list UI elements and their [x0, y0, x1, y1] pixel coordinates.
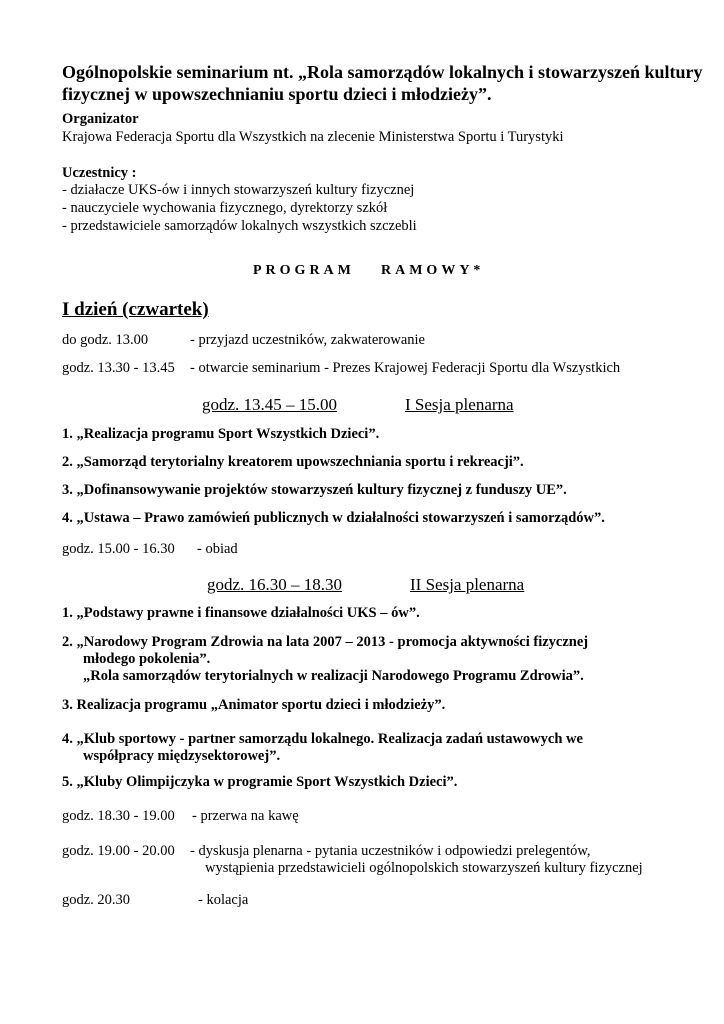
session-1-item: 4. „Ustawa – Prawo zamówień publicznych w działalności stowarzyszeń i samorządów”. [62, 510, 605, 526]
session-2-item-continued: młodego pokolenia”. [83, 651, 211, 667]
day-heading: I dzień (czwartek) [62, 299, 209, 320]
participant-item: - przedstawiciele samorządów lokalnych wszystkich szczebli [62, 218, 417, 234]
schedule-time: do godz. 13.00 [62, 332, 149, 348]
title-line-2: fizycznej w upowszechnianiu sportu dzieci i młodzieży”. [62, 84, 492, 104]
schedule-desc: - otwarcie seminarium - Prezes Krajowej Federacji Sportu dla Wszystkich [190, 360, 621, 376]
break-desc: - przerwa na kawę [192, 808, 299, 824]
participant-item: - działacze UKS-ów i innych stowarzyszeń kultury fizycznej [62, 182, 415, 198]
session-2-item: 2. „Narodowy Program Zdrowia na lata 2007 – 2013 - promocja aktywności fizycznej [62, 634, 589, 650]
participants-heading: Uczestnicy : [62, 165, 137, 181]
program-heading-left: PROGRAM [253, 263, 355, 278]
program-heading-right: RAMOWY* [381, 263, 485, 278]
discussion-desc: - dyskusja plenarna - pytania uczestników i odpowiedzi prelegentów, [190, 843, 591, 859]
title-line-1: Ogólnopolskie seminarium nt. „Rola samorządów lokalnych i stowarzyszeń kultury [62, 62, 703, 82]
dinner-time: godz. 20.30 [62, 892, 131, 908]
dinner-desc: - kolacja [198, 892, 249, 908]
session-2-item: 4. „Klub sportowy - partner samorządu lokalnego. Realizacja zadań ustawowych we [62, 731, 583, 747]
lunch-desc: - obiad [197, 541, 238, 557]
session-2-item: 3. Realizacja programu „Animator sportu dzieci i młodzieży”. [62, 697, 446, 713]
schedule-desc: - przyjazd uczestników, zakwaterowanie [190, 332, 425, 348]
session-2-item-continued: współpracy międzysektorowej”. [83, 748, 281, 764]
break-time: godz. 18.30 - 19.00 [62, 808, 175, 824]
session-2-item: 5. „Kluby Olimpijczyka w programie Sport Wszystkich Dzieci”. [62, 774, 458, 790]
session-1-name: I Sesja plenarna [405, 395, 514, 414]
discussion-desc-continued: wystąpienia przedstawicieli ogólnopolskich stowarzyszeń kultury fizycznej [205, 860, 643, 876]
session-2-item: 1. „Podstawy prawne i finansowe działalności UKS – ów”. [62, 605, 420, 621]
session-1-item: 3. „Dofinansowywanie projektów stowarzyszeń kultury fizycznej z funduszy UE”. [62, 482, 567, 498]
discussion-time: godz. 19.00 - 20.00 [62, 843, 175, 859]
session-2-name: II Sesja plenarna [410, 575, 525, 594]
schedule-time: godz. 13.30 - 13.45 [62, 360, 175, 376]
session-1-item: 1. „Realizacja programu Sport Wszystkich Dzieci”. [62, 426, 380, 442]
organizer-heading: Organizator [62, 111, 139, 127]
session-1-item: 2. „Samorząd terytorialny kreatorem upowszechniania sportu i rekreacji”. [62, 454, 524, 470]
organizer-text: Krajowa Federacja Sportu dla Wszystkich na zlecenie Ministerstwa Sportu i Turystyki [62, 129, 564, 145]
participant-item: - nauczyciele wychowania fizycznego, dyrektorzy szkół [62, 200, 388, 216]
lunch-time: godz. 15.00 - 16.30 [62, 541, 175, 557]
session-2-item-continued: „Rola samorządów terytorialnych w realizacji Narodowego Programu Zdrowia”. [83, 668, 584, 684]
session-2-time: godz. 16.30 – 18.30 [207, 575, 343, 594]
session-1-time: godz. 13.45 – 15.00 [202, 395, 338, 414]
